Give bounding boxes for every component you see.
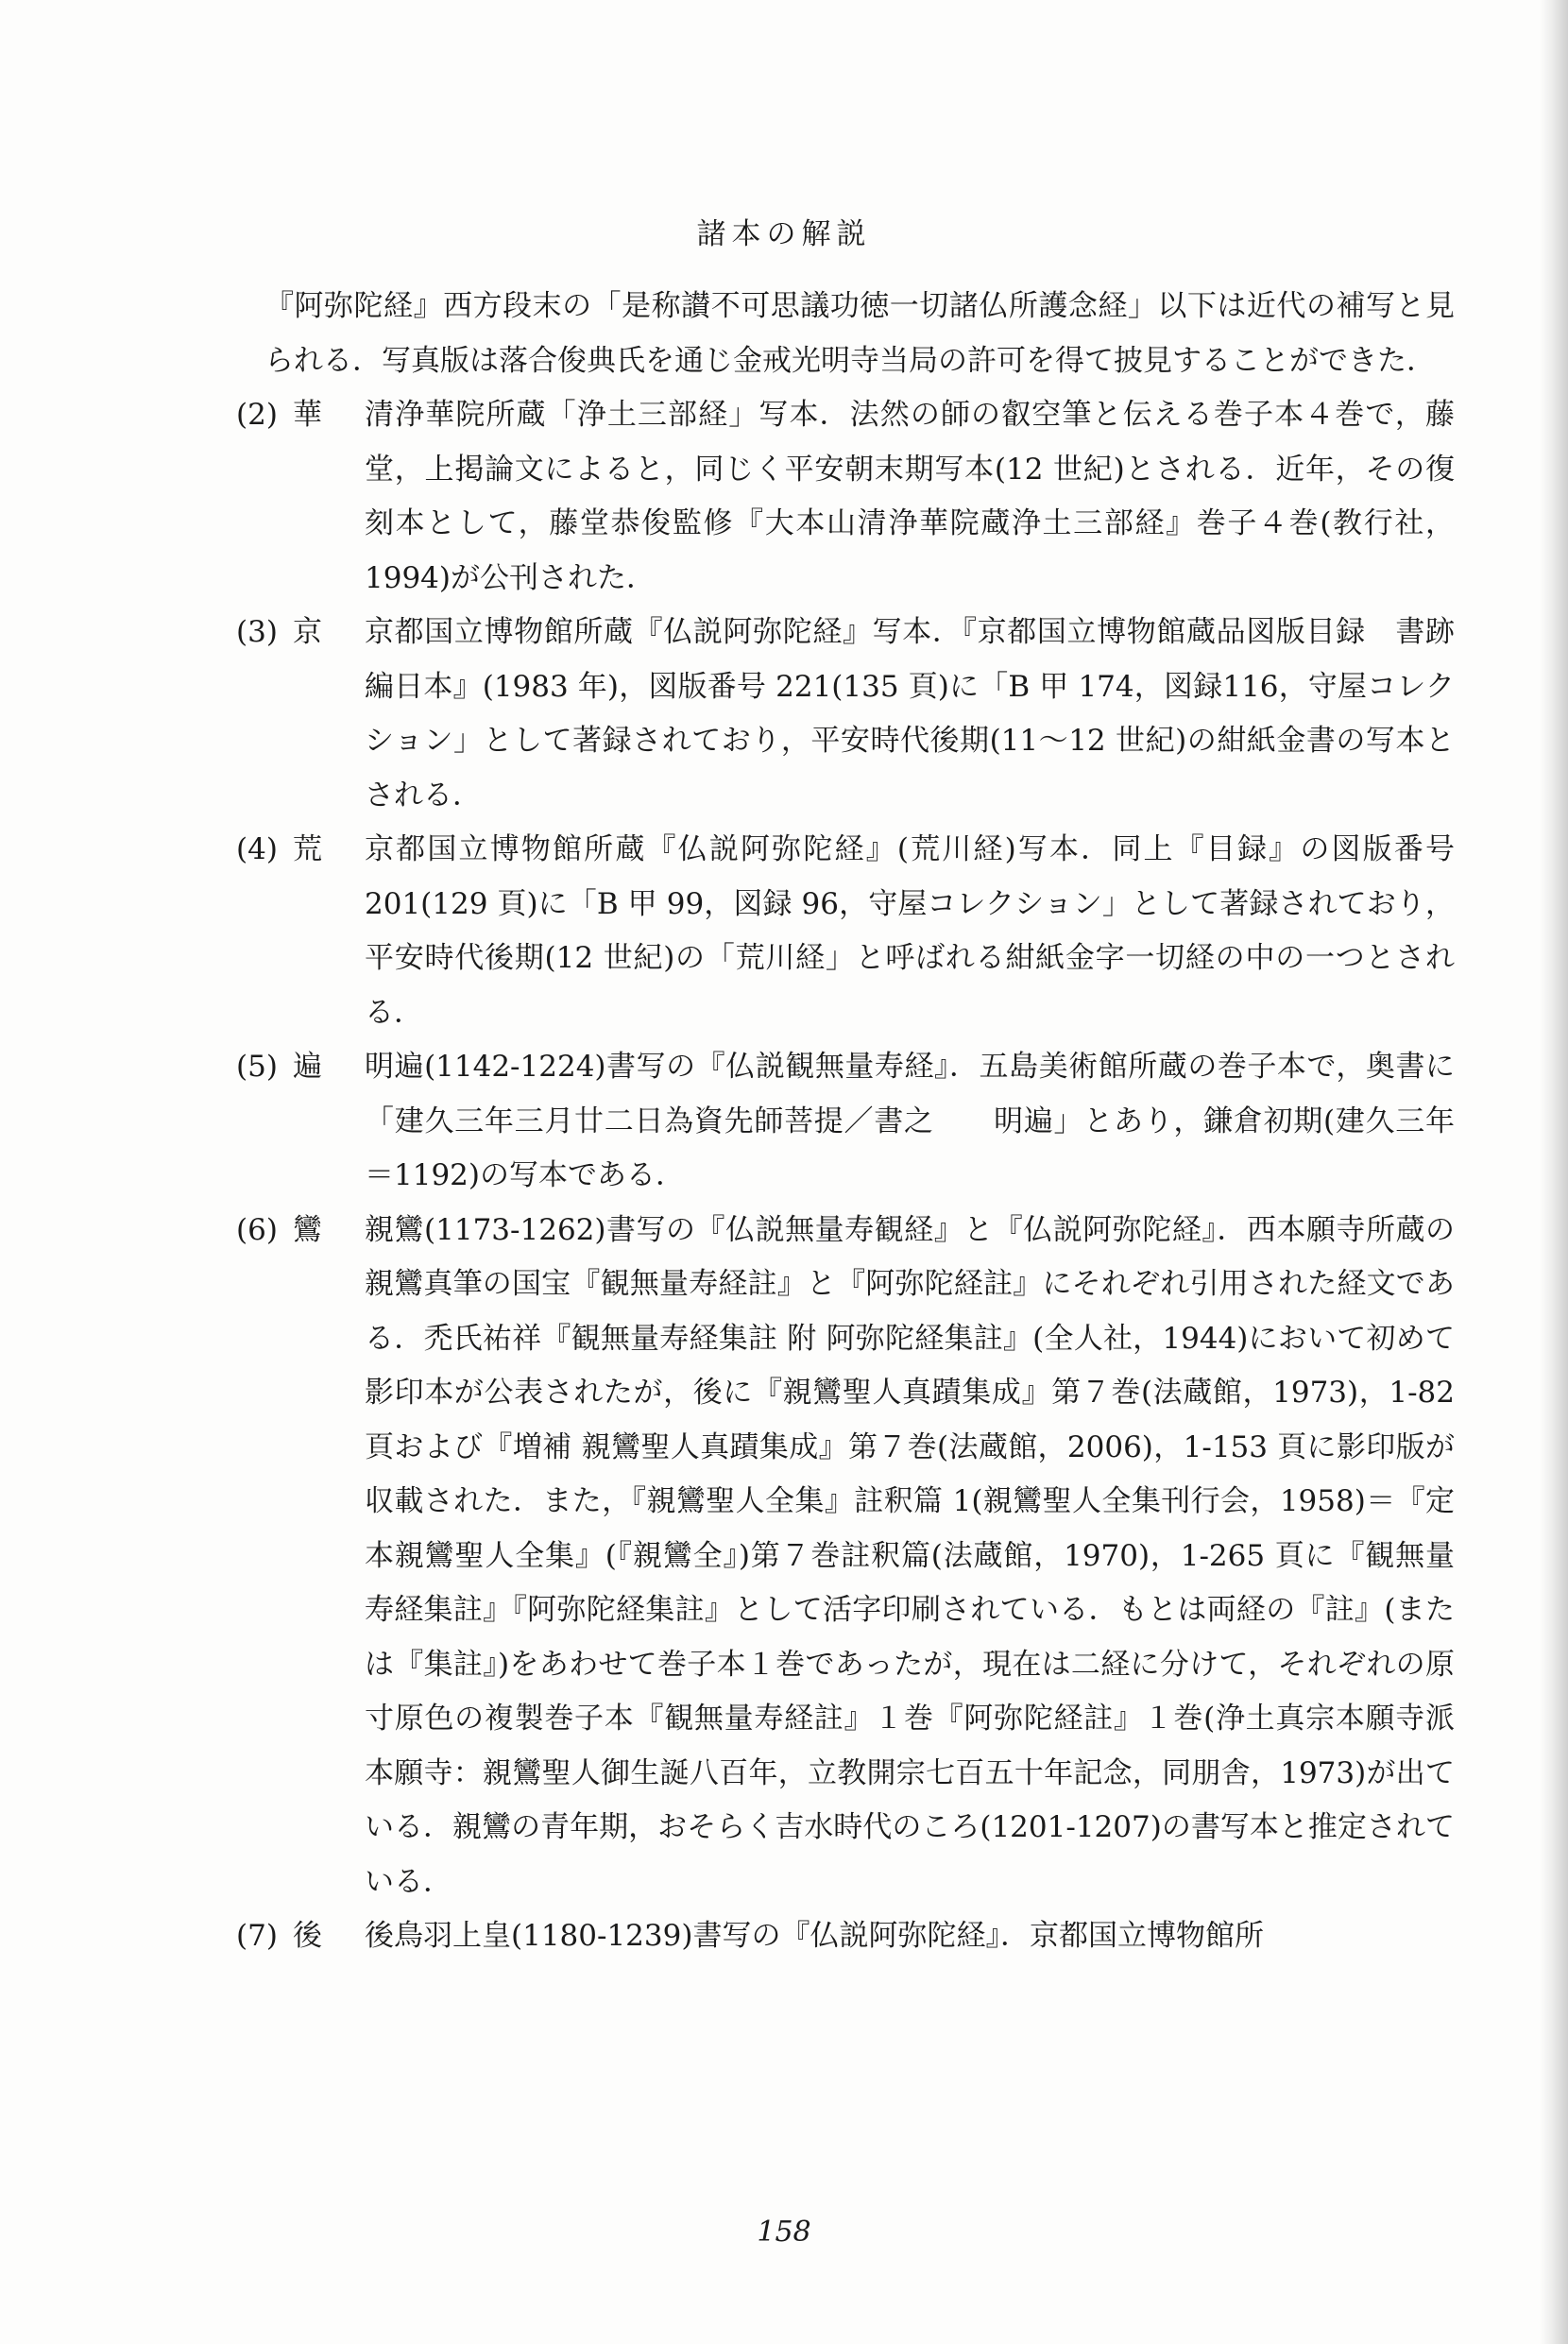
- page-number: 158: [757, 2216, 811, 2249]
- item-abbreviation: 後: [293, 1919, 322, 1953]
- item-number: (4): [236, 832, 278, 866]
- item-number: (5): [236, 1050, 278, 1084]
- list-item: [236, 1204, 1455, 1910]
- list-item: [236, 823, 1455, 1040]
- running-title: 諸本の解説: [696, 217, 872, 251]
- item-text: 清浄華院所蔵「浄土三部経」写本．法然の師の叡空筆と伝える巻子本４巻で，藤堂，上掲論文によると，同じく平安朝末期写本(12 世紀)とされる．近年，その復刻本として，藤堂恭俊監修『大本山清浄華院蔵浄土三部経』巻子４巻(教行社，1994)が公刊された．: [365, 398, 1455, 595]
- list-item: [236, 1909, 1455, 1964]
- body-text: [236, 280, 1455, 1964]
- item-abbreviation: 鸞: [293, 1212, 322, 1247]
- item-text: 親鸞(1173-1262)書写の『仏説無量寿観経』と『仏説阿弥陀経』．西本願寺所蔵の親鸞真筆の国宝『観無量寿経註』と『阿弥陀経註』にそれぞれ引用された経文である．禿氏祐祥『観無量寿経集註 附 阿弥陀経集註』(全人社，1944)において初めて影印本が公表されたが，後に『親鸞聖人真蹟集成』第７巻(法蔵館，1973)，1-82 頁および『増補 親鸞聖人真蹟集成』第７巻(法蔵館，2006)，1-153 頁に影印版が収載された．また，『親鸞聖人全集』註釈篇 1(親鸞聖人全集刊行会，1958)＝『定本親鸞聖人全集』(『親鸞全』)第７巻註釈篇(法蔵館，1970)，1-265 頁に『観無量寿経集註』『阿弥陀経集註』として活字印刷されている．もとは両経の『註』(または『集註』)をあわせて巻子本１巻であったが，現在は二経に分けて，それぞれの原寸原色の複製巻子本『観無量寿経註』１巻『阿弥陀経註』１巻(浄土真宗本願寺派本願寺：親鸞聖人御生誕八百年，立教開宗七百五十年記念，同朋舎，1973)が出ている．親鸞の青年期，おそらく吉水時代のころ(1201-1207)の書写本と推定されている．: [365, 1212, 1455, 1899]
- list-item: [236, 606, 1455, 823]
- item-text: 京都国立博物館所蔵『仏説阿弥陀経』写本．『京都国立博物館蔵品図版目録 書跡編日本』(1983 年)，図版番号 221(135 頁)に「B 甲 174，図録116，守屋コレクション」として著録されており，平安時代後期(11〜12 世紀)の紺紙金書の写本とされる．: [365, 615, 1455, 813]
- scan-edge: [1540, 0, 1568, 2344]
- item-text: 後鳥羽上皇(1180-1239)書写の『仏説阿弥陀経』．京都国立博物館所: [365, 1919, 1264, 1953]
- list-item: [236, 388, 1455, 606]
- item-number: (6): [236, 1212, 278, 1247]
- intro-paragraph: 『阿弥陀経』西方段末の「是称讃不可思議功徳一切諸仏所護念経」以下は近代の補写と見られる．写真版は落合俊典氏を通じ金戒光明寺当局の許可を得て披見することができた．: [264, 289, 1455, 378]
- item-number: (7): [236, 1919, 278, 1953]
- item-abbreviation: 荒: [293, 832, 322, 866]
- item-abbreviation: 遍: [293, 1050, 322, 1084]
- item-text: 京都国立博物館所蔵『仏説阿弥陀経』(荒川経)写本．同上『目録』の図版番号 201(129 頁)に「B 甲 99，図録 96，守屋コレクション」として著録されており，平安時代後期(12 世紀)の「荒川経」と呼ばれる紺紙金字一切経の中の一つとされる．: [365, 832, 1455, 1030]
- list-item: [236, 1040, 1455, 1204]
- item-abbreviation: 華: [293, 398, 322, 432]
- item-number: (3): [236, 615, 278, 649]
- item-abbreviation: 京: [293, 615, 322, 649]
- item-number: (2): [236, 398, 278, 432]
- item-text: 明遍(1142-1224)書写の『仏説観無量寿経』．五島美術館所蔵の巻子本で，奥書に「建久三年三月廿二日為資先師菩提／書之 明遍」とあり，鎌倉初期(建久三年＝1192)の写本である．: [365, 1050, 1455, 1192]
